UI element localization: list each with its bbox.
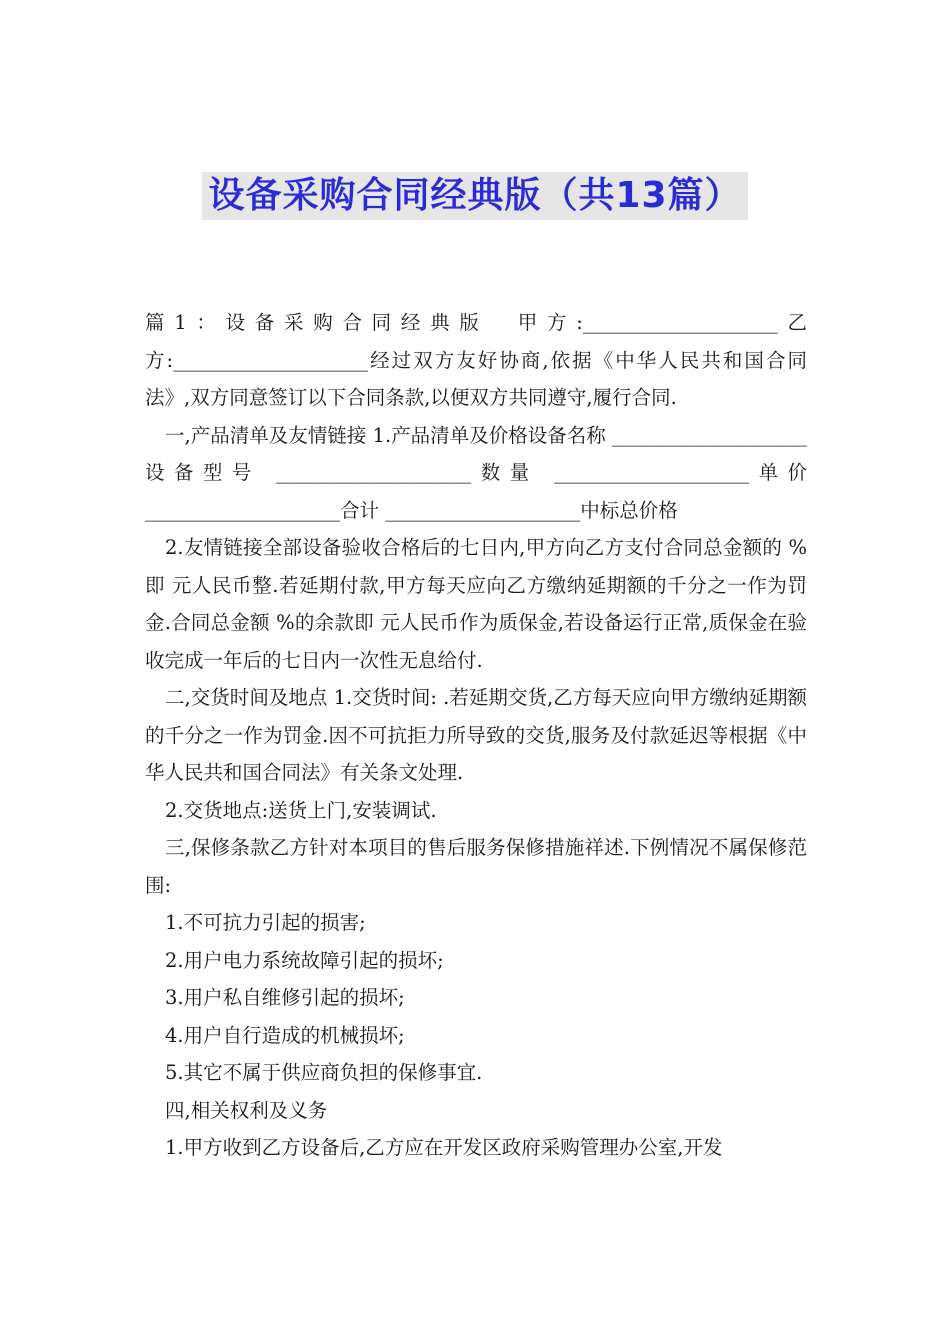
- list-item-2: 2.用户电力系统故障引起的损坏;: [165, 948, 444, 972]
- title-container: [0, 172, 950, 220]
- paragraph-delivery-location: 2.交货地点:送货上门,安装调试.: [165, 798, 437, 822]
- list-item-5: 5.其它不属于供应商负担的保修事宜.: [165, 1061, 483, 1084]
- paragraph-payment: 2.友情链接全部设备验收合格后的七日内,甲方向乙方支付合同总金额的 %即 元人民币整.若延期付款,甲方每天应向乙方缴纳延期额的千分之一作为罚金.合同总金额 %的余款即 元人民币作为质保金,若设备运行正常,质保金在验收完成一年后的七日内一次性无息给付.: [145, 536, 807, 672]
- list-item-4: 4.用户自行造成的机械损坏;: [165, 1023, 405, 1047]
- paragraph-intro: 篇1：设备采购合同经典版 甲方:____________________乙方:____________________经过双方友好协商,依据《中华人民共和国合同法》,双方同意签订以下合同条款,以便双方共同遵守,履行合同.: [145, 311, 807, 409]
- paragraph-section-1: 一,产品清单及友情链接 1.产品清单及价格设备名称 ____________________设备型号 ____________________数量 ____________________单价 ____________________合计 ____________________中标总价格: [145, 423, 807, 522]
- list-item-1: 1.不可抗力引起的损害;: [165, 911, 366, 934]
- list-item-3: 3.用户私自维修引起的损坏;: [165, 986, 405, 1009]
- paragraph-rights-1: 1.甲方收到乙方设备后,乙方应在开发区政府采购管理办公室,开发: [165, 1136, 723, 1159]
- document-body: [145, 304, 807, 1167]
- document-title: 设备采购合同经典版（共13篇）: [202, 172, 747, 220]
- paragraph-section-2: 二,交货时间及地点 1.交货时间: .若延期交货,乙方每天应向甲方缴纳延期额的千分之一作为罚金.因不可抗拒力所导致的交货,服务及付款延迟等根据《中华人民共和国合同法》有关条文处理.: [145, 686, 807, 784]
- paragraph-section-4: 四,相关权利及义务: [165, 1098, 328, 1122]
- paragraph-section-3: 三,保修条款乙方针对本项目的售后服务保修措施祥述.下例情况不属保修范围:: [145, 836, 807, 897]
